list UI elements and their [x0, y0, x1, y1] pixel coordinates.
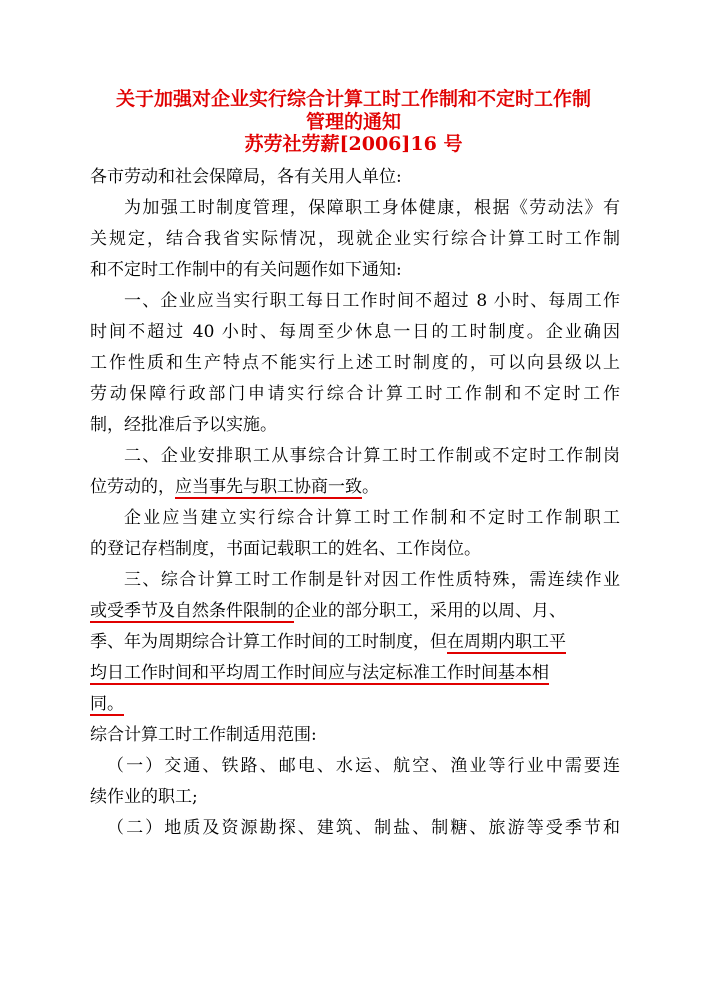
paragraph-4-line [90, 596, 620, 627]
paragraph-1-line: 时间不超过 40 小时、每周至少休息一日的工时制度。企业确因 [90, 322, 620, 342]
paragraph-4-line [90, 627, 620, 658]
paragraph-3-line: 的登记存档制度，书面记载职工的姓名、工作岗位。 [90, 539, 481, 559]
paragraph-2-line: 二、企业安排职工从事综合计算工时工作制或不定时工作制岗 [124, 446, 620, 466]
salutation: 各市劳动和社会保障局，各有关用人单位: [90, 167, 402, 187]
paragraph-1-line: 一、企业应当实行职工每日工作时间不超过 8 小时、每周工作 [124, 291, 620, 311]
underlined-phrase: 均日工作时间和平均周工作时间应与法定标准工作时间基本相 [90, 663, 549, 683]
paragraph-4-text: 季、年为周期综合计算工作时间的工时制度，但 [90, 632, 447, 652]
intro-line: 关规定，结合我省实际情况，现就企业实行综合计算工时工作制 [90, 229, 620, 249]
paragraph-3-line: 企业应当建立实行综合计算工时工作制和不定时工作制职工 [124, 508, 620, 528]
underlined-phrase: 应当事先与职工协商一致 [175, 477, 362, 497]
document-title-line2: 管理的通知 [305, 111, 401, 133]
paragraph-4-text: 企业的部分职工，采用的以周、月、 [294, 601, 566, 621]
paragraph-1-line: 工作性质和生产特点不能实行上述工时制度的，可以向县级以上 [90, 353, 620, 373]
paragraph-1-line: 劳动保障行政部门申请实行综合计算工时工作制和不定时工作 [90, 384, 620, 404]
scope-item-2-line: （二）地质及资源勘探、建筑、制盐、制糖、旅游等受季节和 [107, 818, 620, 838]
scope-item-1-line: （一）交通、铁路、邮电、水运、航空、渔业等行业中需要连 [107, 756, 620, 776]
document-body [90, 162, 620, 844]
intro-line: 和不定时工作制中的有关问题作如下通知: [90, 260, 402, 280]
paragraph-2-text: 。 [362, 477, 379, 497]
document-number: 苏劳社劳薪[2006]16 号 [244, 133, 463, 155]
underlined-phrase: 或受季节及自然条件限制的 [90, 601, 294, 621]
paragraph-2-text: 位劳动的， [90, 477, 175, 497]
document-title-line1: 关于加强对企业实行综合计算工时工作制和不定时工作制 [115, 88, 591, 110]
intro-line: 为加强工时制度管理，保障职工身体健康，根据《劳动法》有 [124, 198, 620, 218]
underlined-phrase: 同。 [90, 694, 124, 714]
scope-heading: 综合计算工时工作制适用范围: [90, 725, 317, 745]
paragraph-1-line: 制，经批准后予以实施。 [90, 415, 277, 435]
paragraph-4-line [90, 689, 620, 720]
underlined-phrase: 在周期内职工平 [447, 632, 566, 652]
paragraph-4-line: 三、综合计算工时工作制是针对因工作性质特殊，需连续作业 [124, 570, 620, 590]
scope-item-1-line: 续作业的职工; [90, 787, 198, 807]
paragraph-2-line [90, 472, 620, 503]
paragraph-4-line [90, 658, 620, 689]
